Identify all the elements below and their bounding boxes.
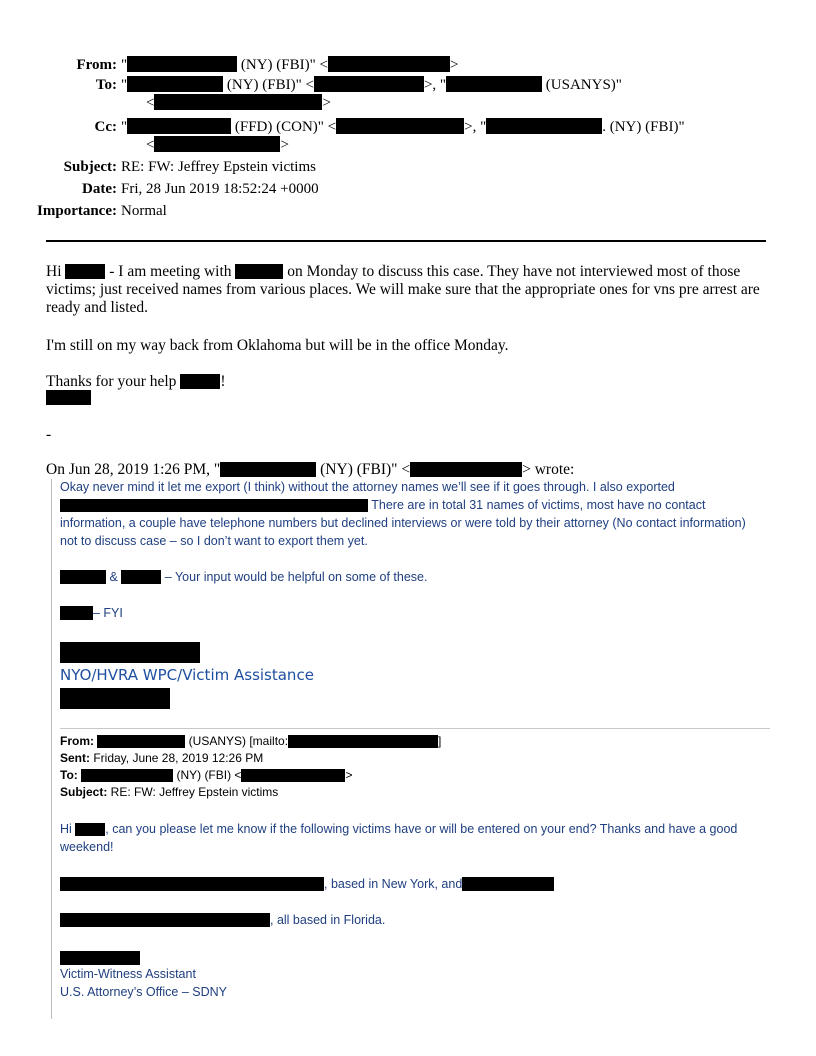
reply-paragraph-3: Thanks for your help ! — [46, 373, 226, 390]
inner-fl-list: , all based in Florida. — [60, 911, 385, 929]
reply-paragraph-1: Hi - I am meeting with on Monday to discuss this case. They have not interviewed most of those victims; just received names from various places. We will make sure that the appropriate ones for vns pre arrest are ready and listed. — [46, 263, 760, 316]
redaction — [127, 118, 231, 134]
redaction — [81, 769, 173, 782]
redaction — [65, 264, 105, 279]
reply-dash: - — [46, 426, 52, 443]
header-importance: Importance: Normal — [37, 203, 167, 219]
header-date: Date: Fri, 28 Jun 2019 18:52:24 +0000 — [82, 181, 319, 197]
redaction — [60, 570, 106, 584]
inner-ny-list: , based in New York, and — [60, 875, 554, 893]
signature-phone-redaction — [60, 688, 170, 709]
redaction — [336, 118, 464, 134]
redaction — [410, 462, 522, 477]
redaction — [60, 913, 270, 927]
redaction — [462, 877, 554, 891]
header-subject: Subject: RE: FW: Jeffrey Epstein victims — [63, 159, 316, 175]
redaction — [446, 76, 542, 92]
inner-signature-office: U.S. Attorney’s Office – SDNY — [60, 985, 227, 999]
redaction — [121, 570, 161, 584]
header-from: From: " (NY) (FBI)" < > — [76, 57, 459, 73]
header-cc-line2: < > — [146, 137, 289, 153]
header-to-line2: < > — [146, 95, 331, 111]
redaction — [127, 76, 223, 92]
header-divider — [46, 240, 766, 242]
header-cc: Cc: " (FFD) (CON)" < >, " . (NY) (FBI)" — [94, 119, 685, 135]
header-to: To: " (NY) (FBI)" < >, " (USANYS)" — [95, 77, 622, 93]
redaction — [220, 462, 316, 477]
redaction — [288, 735, 438, 748]
quoted-fyi: – FYI — [60, 604, 123, 622]
signature-unit: NYO/HVRA WPC/Victim Assistance — [60, 666, 314, 684]
reply-paragraph-2: I'm still on my way back from Oklahoma but will be in the office Monday. — [46, 337, 509, 354]
quoted-input-request: & – Your input would be helpful on some of these. — [60, 568, 427, 586]
redaction — [486, 118, 602, 134]
redaction — [241, 769, 345, 782]
inner-signature-name-redaction — [60, 951, 140, 965]
quote-attribution: On Jun 28, 2019 1:26 PM, " (NY) (FBI)" < > wrote: — [46, 461, 575, 478]
signature-name-redaction — [60, 642, 200, 663]
redaction — [75, 823, 105, 836]
redaction — [154, 136, 280, 152]
redaction — [235, 264, 283, 279]
inner-signature-title: Victim-Witness Assistant — [60, 967, 196, 981]
inner-divider — [60, 728, 770, 729]
signature-redaction — [46, 390, 91, 405]
redaction — [154, 94, 322, 110]
inner-to: To: (NY) (FBI) < > — [60, 768, 353, 782]
inner-from: From: (USANYS) [mailto: ] — [60, 734, 442, 748]
redaction — [328, 56, 450, 72]
redaction — [60, 606, 93, 620]
quote-bar — [51, 479, 52, 1019]
inner-subject: Subject: RE: FW: Jeffrey Epstein victims — [60, 785, 279, 799]
redaction — [60, 499, 368, 512]
redaction — [180, 374, 220, 389]
redaction — [127, 56, 237, 72]
redaction — [60, 877, 324, 891]
inner-body: Hi , can you please let me know if the following victims have or will be entered on your end? Thanks and have a good weekend! — [60, 822, 738, 854]
inner-sent: Sent: Friday, June 28, 2019 12:26 PM — [60, 751, 264, 765]
redaction — [314, 76, 424, 92]
quoted-paragraph: Okay never mind it let me export (I think) without the attorney names we’ll see if it goes through. I also exported There are in total 31 names of victims, most have no contact information, a couple have telephone numbers but declined interviews or were told by their attorney (No contact information) not to discuss case – so I don’t want to export them yet. — [60, 480, 746, 548]
redaction — [97, 735, 185, 748]
